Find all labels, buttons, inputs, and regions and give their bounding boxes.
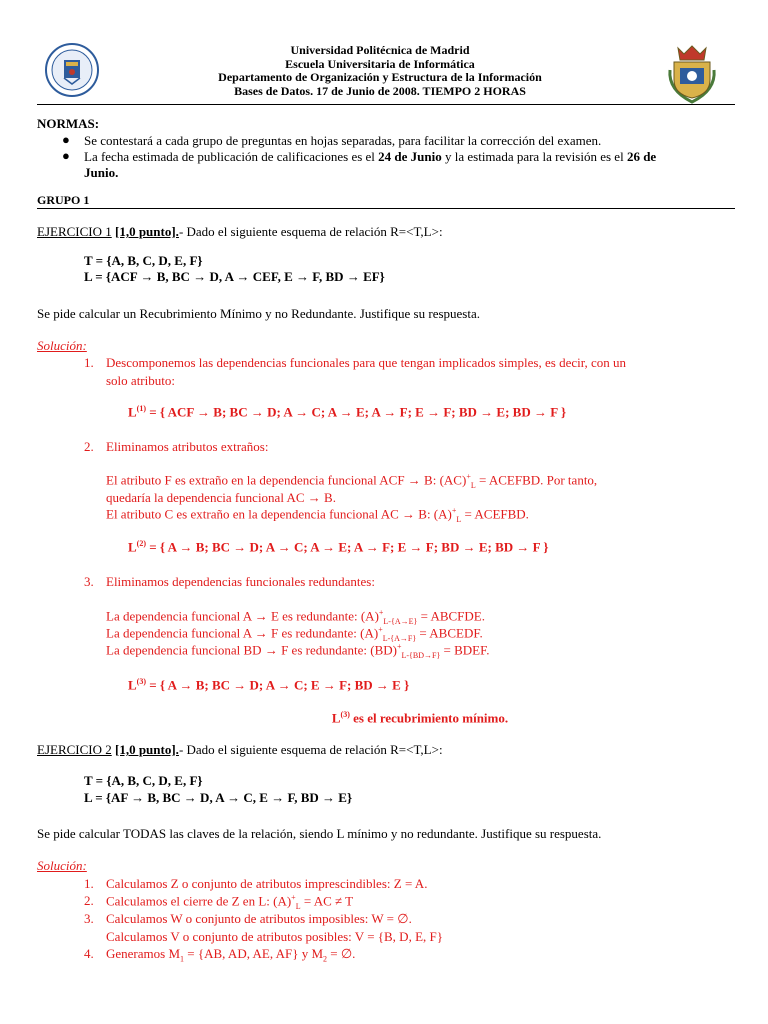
grupo-title: GRUPO 1	[37, 193, 90, 207]
ej1-solution-label: Solución:	[37, 338, 87, 353]
ej2-step3-text-b: Calculamos V o conjunto de atributos posibles: V = {B, D, E, F}	[106, 929, 443, 944]
ej1-step1-text: Descomponemos las dependencias funcionales para que tengan implicados simples, es decir, con un	[106, 355, 627, 370]
ej2-step4-number: 4.	[84, 946, 94, 961]
normas-bullet-1: Se contestará a cada grupo de preguntas en hojas separadas, para facilitar la corrección del examen.	[84, 133, 602, 148]
ej2-T: T = {A, B, C, D, E, F}	[84, 773, 203, 788]
normas-title: NORMAS:	[37, 116, 100, 131]
ej2-step4-text: Generamos $M_1 = \{AB$, AD, AE, AF} y $M_2$ = ∅.	[106, 946, 356, 964]
upm-logo	[44, 42, 100, 98]
ej2-step2-number: 2.	[84, 893, 94, 908]
ej1-step3-text: Eliminamos dependencias funcionales redundantes:	[106, 574, 375, 589]
ej1-step2-b1: El atributo C es extraño en la dependencia funcional AC → B: $(A)^+_L$ = ACEFBD.	[106, 506, 529, 524]
ej1-step1-number: 1.	[84, 355, 94, 370]
department-name: Departamento de Organización y Estructura de la Información	[218, 70, 542, 85]
ej2-step3-number: 3.	[84, 911, 94, 926]
ej2-step3-text: Calculamos W o conjunto de atributos imposibles: W = ∅.	[106, 911, 412, 926]
ej2-L: L = {AF → B, BC → D, A → C, E → F, BD → E}	[84, 790, 353, 805]
normas-bullet-2-cont: Junio.	[84, 165, 119, 180]
normas-bullet-2: La fecha estimada de publicación de calificaciones es el 24 de Junio y la estimada para la revisión es el 26 de	[84, 149, 657, 164]
ej1-L2: $L^{(2)}$ = { A → B; BC → D; A → C; A → E; A → F; E → F; BD → E; BD → F }	[128, 539, 549, 555]
ej2-step1-text: Calculamos Z o conjunto de atributos imprescindibles: Z = A.	[106, 876, 428, 891]
ej1-L: L = {ACF → B, BC → D, A → CEF, E → F, BD → EF}	[84, 269, 385, 284]
school-crest	[664, 40, 720, 106]
ej1-step2-a2: quedaría la dependencia funcional AC → B.	[106, 490, 336, 505]
ej1-step1-text-cont: solo atributo:	[106, 373, 175, 388]
ej1-step3-number: 3.	[84, 574, 94, 589]
ej1-step2-number: 2.	[84, 439, 94, 454]
ej1-redundant-3: La dependencia funcional BD → F es redundante: $(BD)^+_{L-\{BD\to F\}}$ = BDEF.	[106, 642, 490, 660]
document-header	[130, 44, 630, 98]
school-name: Escuela Universitaria de Informática	[285, 56, 475, 71]
ej2-question: Se pide calcular TODAS las claves de la relación, siendo L mínimo y no redundante. Justifique su respuesta.	[37, 826, 602, 841]
exam-title: Bases de Datos. 17 de Junio de 2008. TIEMPO 2 HORAS	[234, 83, 526, 98]
ej1-question: Se pide calcular un Recubrimiento Mínimo y no Redundante. Justifique su respuesta.	[37, 306, 480, 321]
ej1-step2-a1: El atributo F es extraño en la dependencia funcional ACF → B: $(AC)^+_L$ = ACEFBD. Por tanto,	[106, 472, 598, 490]
ej2-heading: EJERCICIO 2 [1,0 punto].- Dado el siguiente esquema de relación R=<T,L>:	[37, 742, 443, 757]
ej1-heading: EJERCICIO 1 [1,0 punto].- Dado el siguiente esquema de relación R=<T,L>:	[37, 224, 443, 239]
ej1-conclusion: $L^{(3)}$ es el recubrimiento mínimo.	[331, 710, 509, 726]
bullet-icon: ●	[62, 148, 70, 163]
ej1-redundant-1: La dependencia funcional A → E es redundante: $(A)^+_{L-\{A\to E\}}$ = ABCFDE.	[106, 608, 485, 626]
ej1-L1: $L^{(1)}$ = { ACF → B; BC → D; A → C; A → E; A → F; E → F; BD → E; BD → F }	[128, 404, 567, 420]
header-divider	[37, 104, 735, 105]
ej1-step2-text: Eliminamos atributos extraños:	[106, 439, 269, 454]
ej2-step1-number: 1.	[84, 876, 94, 891]
ej1-L3: $L^{(3)}$ = { A → B; BC → D; A → C; E → F; BD → E }	[128, 677, 410, 693]
grupo-divider	[37, 208, 735, 209]
ej1-T: T = {A, B, C, D, E, F}	[84, 253, 203, 268]
ej2-step2-text: Calculamos el cierre de Z en L: $(A)^+_L$ = AC ≠ T	[106, 893, 354, 911]
bullet-icon: ●	[62, 132, 70, 147]
ej1-redundant-2: La dependencia funcional A → F es redundante: $(A)^+_{L-\{A\to F\}}$ = ABCEDF.	[106, 625, 483, 643]
university-name: Universidad Politécnica de Madrid	[290, 43, 470, 57]
ej2-solution-label: Solución:	[37, 858, 87, 873]
